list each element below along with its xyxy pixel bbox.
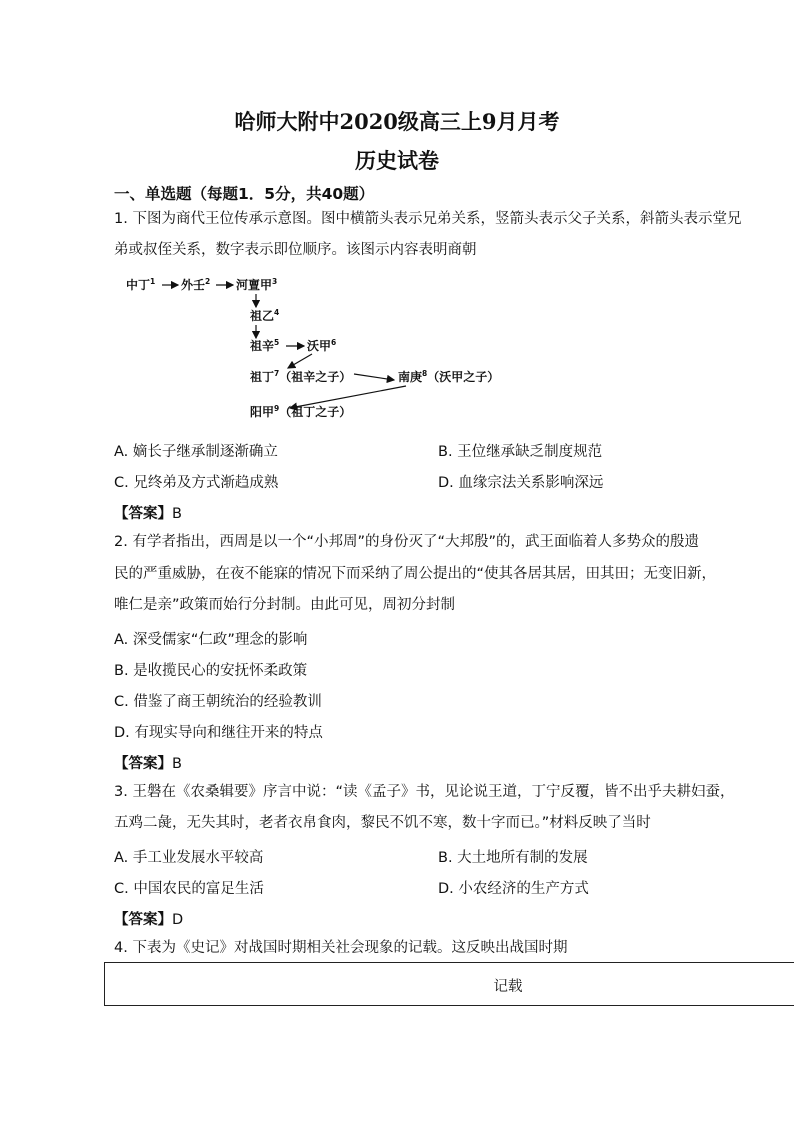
q1-line1: 1. 下图为商代王位传承示意图。图中横箭头表示兄弟关系，竖箭头表示父子关系，斜箭头表示堂兄 (114, 211, 742, 227)
arrow-6-7 (288, 354, 312, 368)
q1-option-c: C. 兄终弟及方式渐趋成熟 (114, 475, 279, 491)
succession-diagram (118, 270, 538, 430)
section-heading: 一、单选题（每题1．5分，共40题） (114, 185, 375, 203)
q2-answer: 【答案】B (114, 756, 182, 772)
node-zuding: 祖丁$^7$（祖辛之子） (250, 369, 352, 384)
q3-line1: 3. 王磐在《农桑辑要》序言中说：“读《孟子》书，见论说王道，丁宁反覆，皆不出乎夫耕妇蚕， (114, 784, 735, 800)
q2-option-b: B. 是收揽民心的安抚怀柔政策 (114, 663, 308, 679)
q3-option-c: C. 中国农民的富足生活 (114, 881, 264, 897)
q1-option-b: B. 王位继承缺乏制度规范 (438, 444, 603, 460)
node-yangjia: 阳甲$^9$（祖丁之子） (250, 404, 352, 419)
q3-option-b: B. 大土地所有制的发展 (438, 850, 588, 866)
node-wairen: 外壬$^2$ (181, 277, 211, 292)
q3-option-d: D. 小农经济的生产方式 (438, 881, 589, 897)
q1-line2: 弟或叔侄关系，数字表示即位顺序。该图示内容表明商朝 (114, 242, 477, 258)
q3-answer: 【答案】D (114, 912, 184, 928)
node-zhongding: 中丁$^1$ (126, 277, 156, 292)
q1-option-d: D. 血缘宗法关系影响深远 (438, 475, 604, 491)
node-zuyi: 祖乙$^4$ (250, 308, 280, 323)
arrow-7-8 (354, 374, 394, 380)
q4-line1: 4. 下表为《史记》对战国时期相关社会现象的记载。这反映出战国时期 (114, 940, 568, 956)
q4-table (104, 962, 794, 1006)
q2-option-d: D. 有现实导向和继往开来的特点 (114, 725, 323, 741)
q2-option-c: C. 借鉴了商王朝统治的经验教训 (114, 694, 322, 710)
q4-table-header: 记载 (493, 979, 523, 995)
node-hedanjia: 河亶甲$^3$ (236, 277, 278, 292)
q1-answer: 【答案】B (114, 506, 182, 522)
q2-line2: 民的严重威胁，在夜不能寐的情况下而采纳了周公提出的“使其各居其居，田其田；无变旧新， (114, 566, 717, 582)
node-nangeng: 南庚$^8$（沃甲之子） (398, 369, 500, 384)
q2-line1: 2. 有学者指出，西周是以一个“小邦周”的身份灭了“大邦殷”的，武王面临着人多势众的殷遗 (114, 534, 699, 550)
q3-option-a: A. 手工业发展水平较高 (114, 850, 264, 866)
exam-title: 哈师大附中2020级高三上9月月考 (234, 109, 560, 134)
exam-subtitle: 历史试卷 (355, 149, 439, 173)
q1-option-a: A. 嫡长子继承制逐渐确立 (114, 444, 278, 460)
node-zuxin: 祖辛$^5$ (250, 338, 280, 353)
q3-line2: 五鸡二彘，无失其时，老者衣帛食肉，黎民不饥不寒，数十字而已。”材料反映了当时 (114, 815, 651, 831)
q2-line3: 唯仁是亲”政策而始行分封制。由此可见，周初分封制 (114, 597, 456, 613)
node-wojia: 沃甲$^6$ (307, 338, 337, 353)
q2-option-a: A. 深受儒家“仁政”理念的影响 (114, 632, 308, 648)
